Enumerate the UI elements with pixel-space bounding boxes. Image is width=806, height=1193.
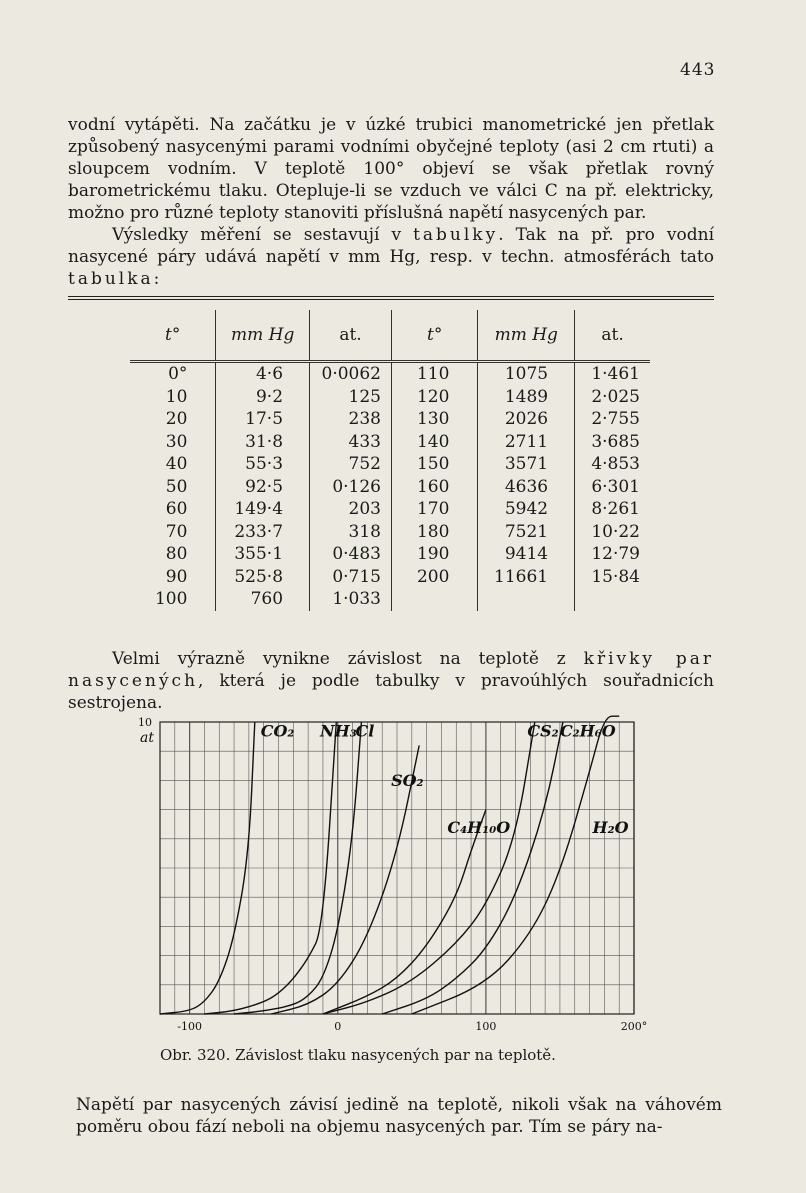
- table-row: [130, 386, 650, 409]
- paragraph-3-text-b: , která je podle tabulky v pravoúhlých souřadnicích sestrojena.: [68, 671, 714, 713]
- table-row: [130, 408, 650, 431]
- cell-mmhg2: 5942: [478, 498, 575, 521]
- cell-at: 238: [310, 408, 392, 431]
- table-row: [130, 521, 650, 544]
- table-row: [130, 453, 650, 476]
- x-tick-label: 100: [475, 1020, 497, 1033]
- cell-at: 0·126: [310, 476, 392, 499]
- cell-mmhg2: 1489: [478, 386, 575, 409]
- curve-label: C₂H₆O: [559, 721, 616, 741]
- cell-at2: 8·261: [591, 499, 640, 520]
- cell-mmhg: 760: [216, 588, 310, 611]
- cell-t2: 180: [392, 521, 478, 544]
- cell-mmhg2: 3571: [478, 453, 575, 476]
- cell-t: 30: [130, 431, 216, 454]
- cell-at: 0·715: [310, 566, 392, 589]
- curve-C₄H₁₀O: [323, 810, 486, 1014]
- cell-t2: 110: [392, 362, 478, 386]
- paragraph-2-spaced: tabulky: [413, 225, 499, 245]
- cell-t: 50: [130, 476, 216, 499]
- paragraph-4: [76, 1094, 722, 1138]
- paragraph-3-spaced: křivky par nasycených: [68, 649, 715, 691]
- y-tick-label: 10: [138, 716, 152, 729]
- cell-t2: 150: [392, 453, 478, 476]
- cell-mmhg2: 2026: [478, 408, 575, 431]
- cell-t2: 200: [392, 566, 478, 589]
- cell-mmhg: 149·4: [216, 498, 310, 521]
- table-top-rule-2: [68, 299, 714, 300]
- vapor-pressure-table: [130, 310, 650, 611]
- table-header-row: [130, 310, 650, 362]
- cell-mmhg: 355·1: [216, 543, 310, 566]
- cell-mmhg: 31·8: [216, 431, 310, 454]
- cell-mmhg: 9·2: [216, 386, 310, 409]
- cell-at: 752: [310, 453, 392, 476]
- cell-t: 10: [130, 386, 216, 409]
- table-row: [130, 543, 650, 566]
- figure-caption: Obr. 320. Závislost tlaku nasycených par na teplotě.: [160, 1046, 556, 1064]
- paragraph-3: [68, 648, 714, 714]
- table-row: [130, 362, 650, 386]
- cell-at: 0·483: [310, 543, 392, 566]
- paragraph-2-spaced-2: tabulka: [68, 269, 154, 289]
- curve-label: CS₂: [527, 721, 559, 741]
- paragraph-2-text-a: Výsledky měření se sestavují v: [112, 225, 402, 245]
- x-tick-label: 200°: [620, 1020, 648, 1033]
- cell-at2: 4·853: [591, 454, 640, 475]
- header-at-2: at.: [601, 325, 624, 345]
- cell-t: 80: [130, 543, 216, 566]
- curve-label: Cl: [355, 721, 375, 741]
- cell-t2: 160: [392, 476, 478, 499]
- paragraph-1-text: vodní vytápěti. Na začátku je v úzké trubici manometrické jen přetlak způsobený nasycenými parami vodními obyčejné teploty (asi 2 cm rtuti) a sloupcem vodním. V teplotě 100° objeví se však přetlak rovný barometrickému tlaku. Otepluje-li se vzduch ve válci C na př. elektricky, možno pro různé teploty stanoviti příslušná napětí nasycených par.: [68, 115, 714, 223]
- chart-svg: [128, 708, 668, 1048]
- cell-t: 60: [130, 498, 216, 521]
- cell-at: 318: [310, 521, 392, 544]
- table-row: [130, 476, 650, 499]
- header-t-1: t°: [130, 310, 216, 362]
- cell-mmhg2: 7521: [478, 521, 575, 544]
- cell-at: 125: [310, 386, 392, 409]
- curve-label: SO₂: [391, 771, 424, 791]
- header-mmhg-2: mm Hg: [478, 310, 575, 362]
- cell-mmhg: 4·6: [216, 362, 310, 386]
- page-number: 443: [680, 60, 716, 80]
- table-row: [130, 431, 650, 454]
- cell-at2: 1·461: [591, 364, 640, 385]
- cell-at2: 3·685: [591, 431, 640, 452]
- cell-t: 0°: [130, 362, 216, 386]
- cell-at2: 2·025: [591, 386, 640, 407]
- cell-mmhg: 92·5: [216, 476, 310, 499]
- cell-at: 203: [310, 498, 392, 521]
- vapor-pressure-chart: [128, 708, 668, 1048]
- paragraph-2-text-b: . Tak na př. pro vodní nasycené páry udává napětí v mm Hg, resp. v techn. atmosférách tato: [68, 225, 715, 267]
- cell-t2: 130: [392, 408, 478, 431]
- cell-t: 90: [130, 566, 216, 589]
- cell-mmhg2: 4636: [478, 476, 575, 499]
- cell-at2: 10·22: [591, 521, 640, 542]
- header-t-2: t°: [392, 310, 478, 362]
- cell-at2: 12·79: [591, 544, 640, 565]
- paragraph-4-text: Napětí par nasycených závisí jedině na teplotě, nikoli však na váhovém poměru obou fází neboli na objemu nasycených par. Tím se páry na-: [76, 1095, 722, 1137]
- cell-t: 100: [130, 588, 216, 611]
- table-top-rule: [68, 296, 714, 297]
- cell-mmhg2: 9414: [478, 543, 575, 566]
- cell-mmhg2: 1075: [478, 362, 575, 386]
- cell-t: 20: [130, 408, 216, 431]
- x-tick-label: 0: [334, 1020, 342, 1033]
- cell-t2: 120: [392, 386, 478, 409]
- cell-t2: 170: [392, 498, 478, 521]
- cell-mmhg2: 11661: [478, 566, 575, 589]
- x-tick-label: -100: [177, 1020, 202, 1033]
- cell-t: 40: [130, 453, 216, 476]
- y-axis-label: at: [140, 730, 154, 746]
- paragraph-2-text-c: :: [153, 269, 160, 289]
- cell-at2: 6·301: [591, 476, 640, 497]
- cell-mmhg: 55·3: [216, 453, 310, 476]
- cell-at: 1·033: [310, 588, 392, 611]
- cell-mmhg2: [478, 588, 575, 611]
- header-mmhg-1: mm Hg: [216, 310, 310, 362]
- cell-mmhg2: 2711: [478, 431, 575, 454]
- cell-mmhg: 525·8: [216, 566, 310, 589]
- cell-t2: 190: [392, 543, 478, 566]
- cell-t2: [392, 588, 478, 611]
- paragraph-3-text-a: Velmi výrazně vynikne závislost na teplotě z: [112, 649, 566, 669]
- table-row: [130, 566, 650, 589]
- table-row: [130, 498, 650, 521]
- curve-label: C₄H₁₀O: [447, 817, 511, 837]
- paragraph-1: [68, 114, 714, 290]
- cell-at2: 15·84: [591, 566, 640, 587]
- header-at-1: at.: [310, 310, 392, 362]
- cell-t2: 140: [392, 431, 478, 454]
- cell-at: 433: [310, 431, 392, 454]
- cell-mmhg: 17·5: [216, 408, 310, 431]
- cell-at2: 2·755: [591, 409, 640, 430]
- table-row: [130, 588, 650, 611]
- cell-at: 0·0062: [310, 362, 392, 386]
- curve-label: H₂O: [592, 817, 629, 837]
- cell-at2: [575, 588, 650, 611]
- cell-mmhg: 233·7: [216, 521, 310, 544]
- curve-label: NH₃: [319, 721, 357, 741]
- curve-label: CO₂: [260, 721, 295, 741]
- cell-t: 70: [130, 521, 216, 544]
